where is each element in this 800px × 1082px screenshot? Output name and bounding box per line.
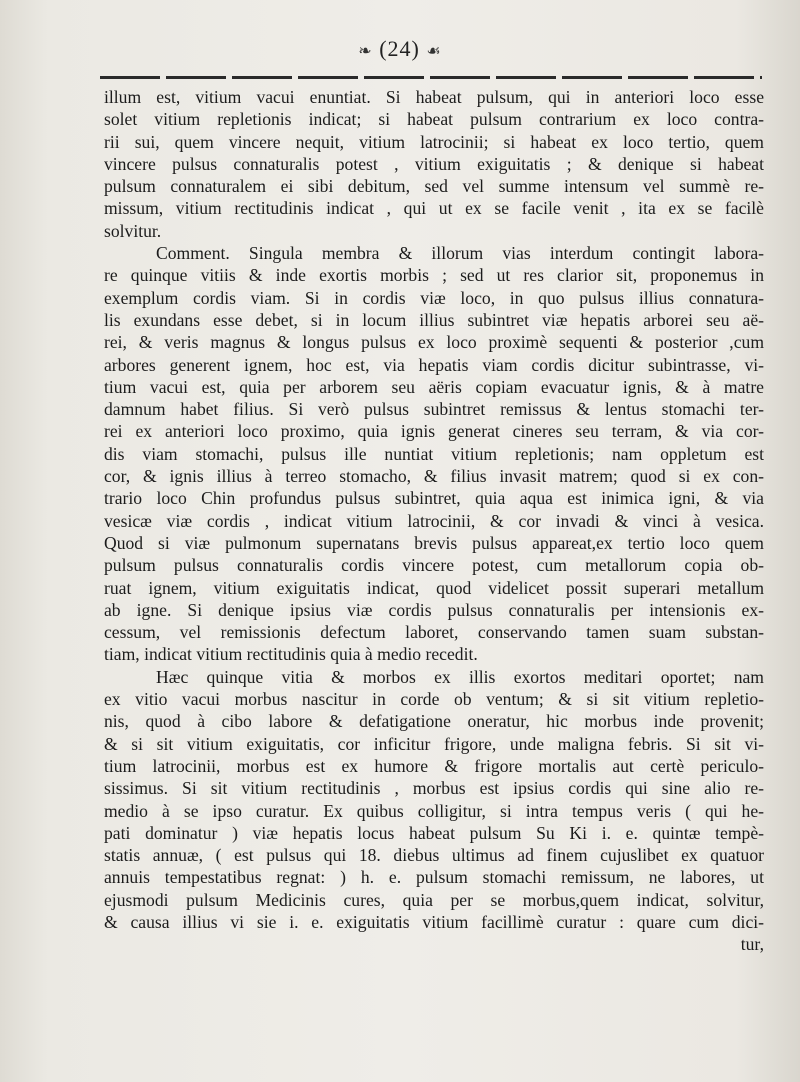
text-line: Quod si viæ pulmonum supernatans brevis pulsus appareat,ex tertio loco quem [104,532,764,553]
text-line: annuis tempestatibus regnat: ) h. e. pulsum stomachi remissum, ne labores, ut [104,867,764,888]
text-line: trario loco Chin profundus pulsus subintret, quia aqua est inimica igni, & via [104,488,764,509]
header-rule [100,76,762,79]
text-line: rii sui, quem vincere nequit, vitium latrocinii; si habeat ex loco tertio, quem [104,131,764,152]
text-line: statis annuæ, ( est pulsus qui 18. diebus ultimus ad finem cujuslibet ex quatuor [104,845,764,866]
text-line: sissimus. Si sit vitium rectitudinis , morbus est ipsius cordis qui sine alio re- [104,778,764,799]
text-line: ex vitio vacui morbus nascitur in corde ob ventum; & si sit vitium repletio- [104,689,764,710]
left-ornament: ❧ [358,43,373,60]
text-line: Hæc quinque vitia & morbos ex illis exortos meditari oportet; nam [156,666,764,687]
text-line: ejusmodi pulsum Medicinis cures, quia per se morbus,quem indicat, solvitur, [104,889,764,910]
text-line: vesicæ viæ cordis , indicat vitium latrocinii, & cor invadi & vinci à vesica. [104,510,764,531]
text-line: ruat ignem, vitium exiguitatis indicat, quod videlicet possit superari metallum [104,577,764,598]
text-line: illum est, vitium vacui enuntiat. Si habeat pulsum, qui in anteriori loco esse [104,87,764,107]
text-line: cessum, vel remissionis defectum laboret, conservando tamen suam substan- [104,622,764,643]
text-line: damnum habet filius. Si verò pulsus subintret remissus & lentus stomachi ter- [104,399,764,420]
page-number: (24) [379,36,420,61]
text-line: tiam, indicat vitium rectitudinis quia à medio recedit. [104,644,478,665]
text-line: cor, & ignis illius à terreo stomacho, & filius invasit matrem; quod si ex con- [104,466,764,487]
text-line: missum, vitium rectitudinis indicat , qui ut ex se facile venit , ita ex se facilè [104,198,764,219]
text-line: & si sit vitium exiguitatis, cor inficitur frigore, unde maligna febris. Si sit vi- [104,733,764,754]
text-line: tium latrocinii, morbus est ex humore & frigore mortalis aut certè periculo- [104,755,764,776]
text-line: medio à se ipso curatur. Ex quibus colligitur, si intra tempus veris ( qui he- [104,800,764,821]
text-line: arbores generent ignem, hoc est, via hepatis viam cordis dicitur subintrasse, vi- [104,354,764,375]
text-line: Comment. Singula membra & illorum vias interdum contingit labora- [156,243,764,264]
text-line: solvitur. [104,220,162,241]
text-line: nis, quod à cibo labore & defatigatione oneratur, hic morbus inde provenit; [104,711,764,732]
text-line: pulsum pulsus connaturalis cordis vincere potest, cum metallorum copia ob- [104,555,764,576]
text-line: & causa illius vi sie i. e. exiguitatis vitium facillimè curatur : quare cum dici- [104,911,764,932]
text-line: pulsum connaturalem ei sibi debitum, sed vel summe intensum vel summè re- [104,176,764,197]
body-text [104,86,764,956]
text-line: pati dominatur ) viæ hepatis locus habeat pulsum Su Ki i. e. quintæ tempè- [104,822,764,843]
text-line: rei ex anteriori loco proximo, quia ignis generat cineres seu terram, & via cor- [104,421,764,442]
text-line: vincere pulsus connaturalis potest , vitium exiguitatis ; & denique si habeat [104,153,764,174]
running-header [0,36,800,62]
text-line: lis exundans esse debet, si in locum illius subintret viæ hepatis arborei seu aë- [104,309,764,330]
text-line: rei, & veris magnus & longus pulsus ex loco proximè sequenti & posterior ,cum [104,332,764,353]
text-line: dis viam stomachi, pulsus ille nuntiat vitium repletionis; nam oppletum est [104,443,764,464]
right-ornament: ☙ [426,43,442,60]
text-line: tium vacui est, quia per arborem seu aëris copiam evacuatur ignis, & à matre [104,376,764,397]
text-line: ab igne. Si denique ipsius viæ cordis pulsus connaturalis per intensionis ex- [104,599,764,620]
text-line: re quinque vitiis & inde exortis morbis ; sed ut res clarior sit, proponemus in [104,265,764,286]
text-line: tur, [740,934,764,955]
text-line: solet vitium repletionis indicat; si habeat pulsum contrarium ex loco contra- [104,109,764,130]
text-line: exemplum cordis viam. Si in cordis viæ loco, in quo pulsus illius connatura- [104,287,764,308]
